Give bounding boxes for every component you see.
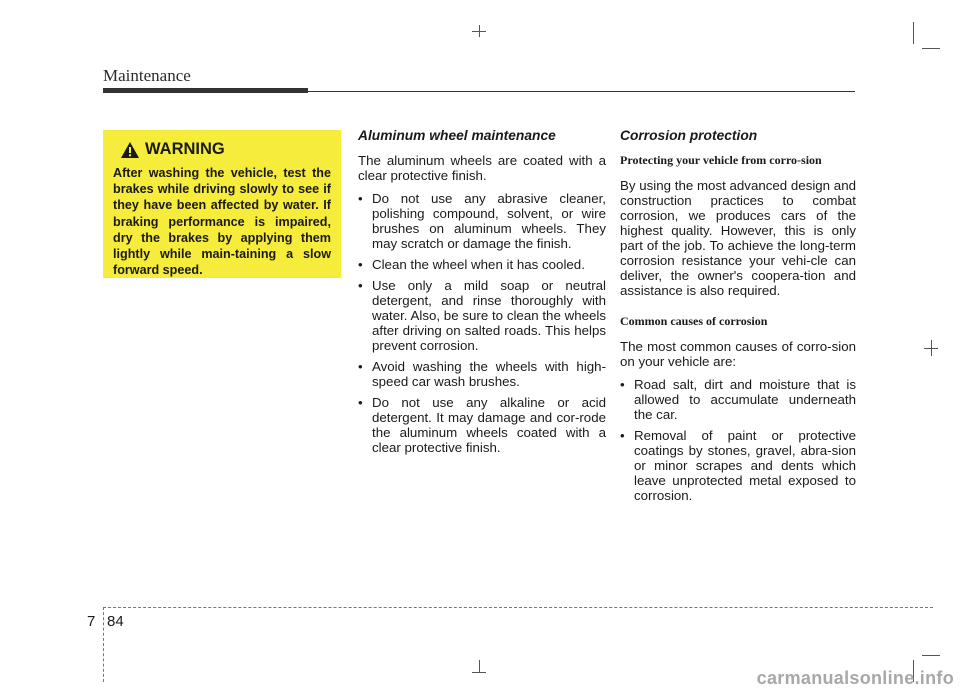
corrosion-subheading-protecting: Protecting your vehicle from corro-sion bbox=[620, 153, 822, 167]
warning-text: After washing the vehicle, test the brakes while driving slowly to see if they have been affected by water. If braking performance is impaired, dry the brakes by applying them lightly while main-taining a slow forward speed. bbox=[113, 166, 331, 278]
list-item: • Clean the wheel when it has cooled. bbox=[358, 257, 585, 272]
corrosion-subheading-causes: Common causes of corrosion bbox=[620, 314, 768, 328]
list-item: • Road salt, dirt and moisture that is allowed to accumulate underneath the car. bbox=[620, 377, 856, 422]
list-item: • Use only a mild soap or neutral detergent, and rinse thoroughly with water. Also, be sure to clean the wheels after driving on salted roads. This helps prevent corrosion. bbox=[358, 278, 606, 353]
crop-mark bbox=[922, 48, 940, 49]
crop-mark bbox=[924, 348, 938, 349]
crop-mark bbox=[472, 31, 486, 32]
corrosion-bullet-list bbox=[620, 377, 856, 503]
aluminum-wheel-section bbox=[358, 128, 606, 461]
aluminum-bullet-list bbox=[358, 191, 606, 455]
footer-rule-vertical bbox=[103, 607, 104, 682]
warning-title: WARNING bbox=[145, 140, 225, 158]
list-item: • Do not use any abrasive cleaner, polishing compound, solvent, or wire brushes on aluminum wheels. They may scratch or damage the finish. bbox=[358, 191, 606, 251]
warning-box bbox=[103, 130, 341, 278]
header-rule-accent bbox=[103, 88, 308, 93]
list-item: • Removal of paint or protective coatings by stones, gravel, abra-sion or minor scrapes and dents which leave unprotected metal exposed to corrosion. bbox=[620, 428, 856, 503]
section-title: Maintenance bbox=[103, 66, 191, 85]
list-item: • Avoid washing the wheels with high-speed car wash brushes. bbox=[358, 359, 606, 389]
crop-mark bbox=[472, 672, 486, 673]
corrosion-paragraph: By using the most advanced design and construction practices to combat corrosion, we produces cars of the highest quality. However, this is only part of the job. To achieve the long-term corrosion resistance your vehi-cle can deliver, the owner's coopera-tion and assistance is also required. bbox=[620, 178, 856, 298]
chapter-number: 7 bbox=[87, 613, 96, 630]
corrosion-heading: Corrosion protection bbox=[620, 128, 758, 143]
aluminum-heading: Aluminum wheel maintenance bbox=[358, 128, 556, 143]
warning-header bbox=[121, 140, 331, 159]
page-number: 84 bbox=[107, 613, 124, 630]
list-item: • Do not use any alkaline or acid detergent. It may damage and cor-rode the aluminum wheels coated with a clear protective finish. bbox=[358, 395, 606, 455]
warning-triangle-icon bbox=[121, 142, 139, 158]
crop-mark bbox=[479, 660, 480, 672]
footer-rule bbox=[103, 607, 933, 608]
crop-mark bbox=[922, 655, 940, 656]
corrosion-causes-intro: The most common causes of corro-sion on your vehicle are: bbox=[620, 339, 856, 369]
corrosion-section bbox=[620, 128, 856, 509]
watermark: carmanualsonline.info bbox=[756, 668, 954, 688]
aluminum-intro: The aluminum wheels are coated with a clear protective finish. bbox=[358, 153, 606, 183]
crop-mark bbox=[913, 22, 914, 44]
